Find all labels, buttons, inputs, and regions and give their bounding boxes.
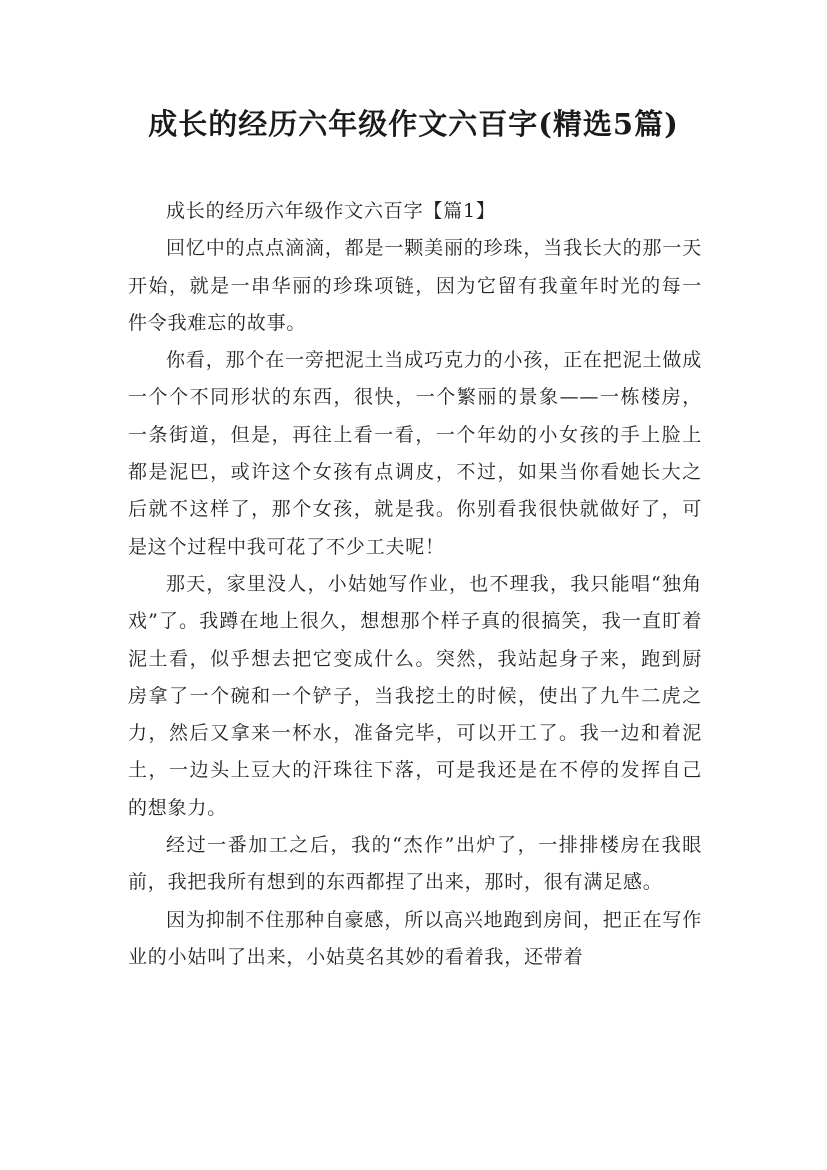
paragraph: 你看，那个在一旁把泥土当成巧克力的小孩，正在把泥土做成一个个不同形状的东西，很快，一个繁丽的景象——一栋楼房，一条街道，但是，再往上看一看，一个年幼的小女孩的手上脸上都是泥巴，或许这个女孩有点调皮，不过，如果当你看她长大之后就不这样了，那个女孩，就是我。你别看我很快就做好了，可是这个过程中我可花了不少工夫呢！ <box>128 349 702 558</box>
document-body <box>128 193 702 976</box>
paragraph: 那天，家里没人，小姑她写作业，也不理我，我只能唱“独角戏”了。我蹲在地上很久，想想那个样子真的很搞笑，我一直盯着泥土看，似乎想去把它变成什么。突然，我站起身子来，跑到厨房拿了一个碗和一个铲子，当我挖土的时候，使出了九牛二虎之力，然后又拿来一杯水，准备完毕，可以开工了。我一边和着泥土，一边头上豆大的汗珠往下落，可是我还是在不停的发挥自己的想象力。 <box>128 572 702 819</box>
document-title: 成长的经历六年级作文六百字(精选5篇) <box>148 107 679 141</box>
section-heading: 成长的经历六年级作文六百字【篇1】 <box>166 200 496 222</box>
paragraph: 经过一番加工之后，我的“杰作”出炉了，一排排楼房在我眼前，我把我所有想到的东西都捏了出来，那时，很有满足感。 <box>128 834 702 894</box>
paragraph: 因为抑制不住那种自豪感，所以高兴地跑到房间，把正在写作业的小姑叫了出来，小姑莫名其妙的看着我，还带着 <box>128 908 702 968</box>
paragraph: 回忆中的点点滴滴，都是一颗美丽的珍珠，当我长大的那一天开始，就是一串华丽的珍珠项链，因为它留有我童年时光的每一件令我难忘的故事。 <box>128 237 702 334</box>
